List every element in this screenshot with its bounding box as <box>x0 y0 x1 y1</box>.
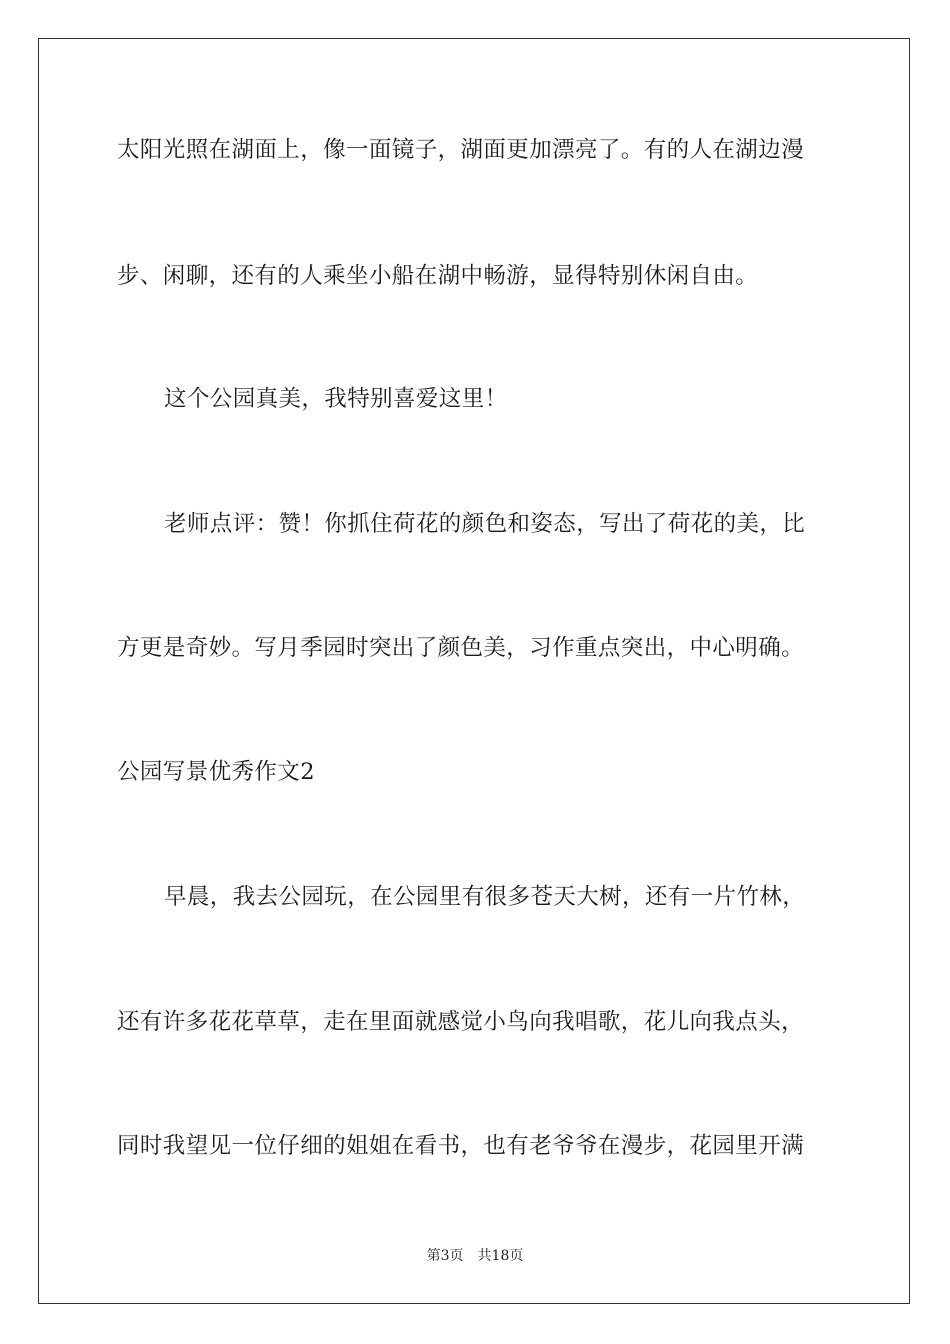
text-line-9: 同时我望见一位仔细的姐姐在看书，也有老爷爷在漫步，花园里开满 <box>117 1133 805 1159</box>
page-border <box>38 38 910 1304</box>
text-line-8: 还有许多花花草草，走在里面就感觉小鸟向我唱歌，花儿向我点头， <box>117 1009 805 1035</box>
text-line-7: 早晨，我去公园玩，在公园里有很多苍天大树，还有一片竹林， <box>164 884 806 910</box>
page-footer <box>0 1246 950 1266</box>
page-number-current: 第3页 <box>426 1248 464 1264</box>
text-line-2: 步、闲聊，还有的人乘坐小船在湖中畅游，显得特别休闲自由。 <box>117 263 759 289</box>
page-number-total: 共18页 <box>477 1248 524 1264</box>
section-heading: 公园写景优秀作文2 <box>117 759 315 785</box>
text-line-4: 老师点评：赞！你抓住荷花的颜色和姿态，写出了荷花的美，比 <box>164 511 806 537</box>
text-line-1: 太阳光照在湖面上，像一面镜子，湖面更加漂亮了。有的人在湖边漫 <box>117 137 805 163</box>
text-line-5: 方更是奇妙。写月季园时突出了颜色美，习作重点突出，中心明确。 <box>117 635 805 661</box>
text-line-3: 这个公园真美，我特别喜爱这里！ <box>164 386 508 412</box>
